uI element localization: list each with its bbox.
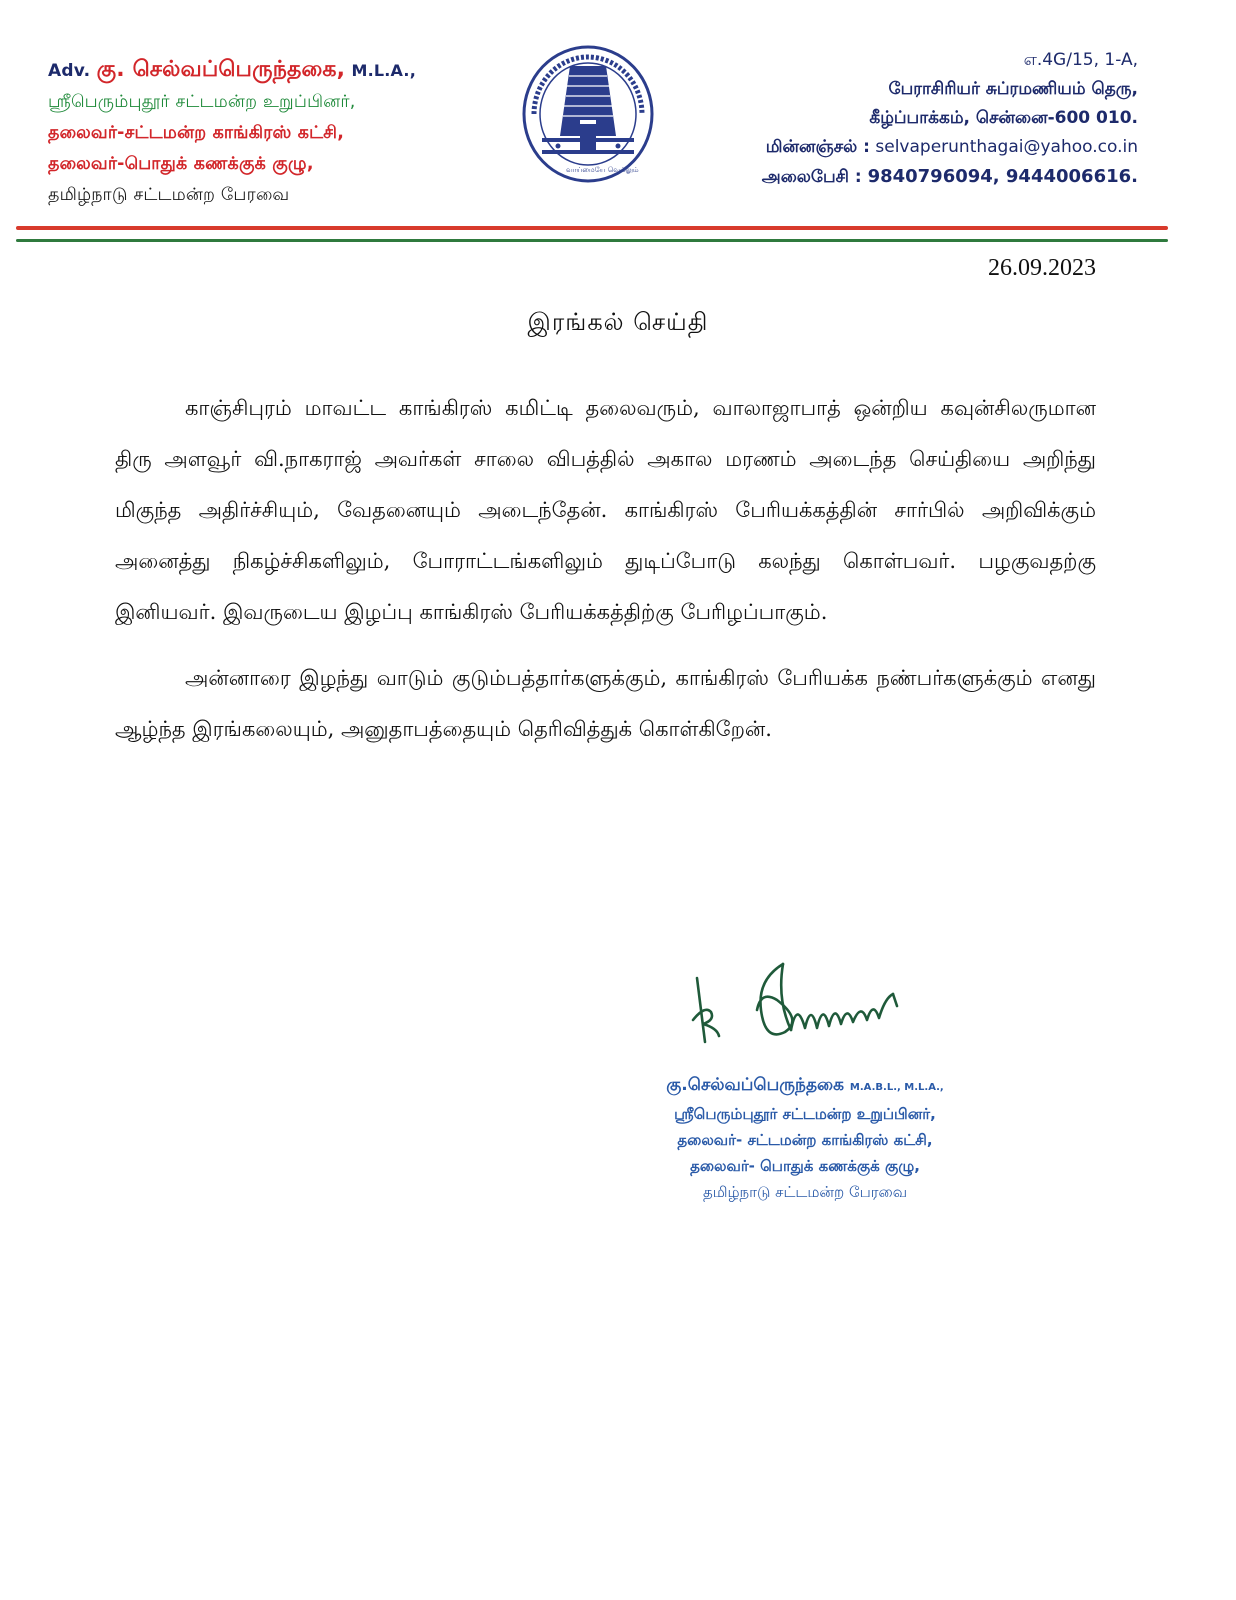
stamp-name-line <box>640 1072 970 1101</box>
letter-title: இரங்கல் செய்தி <box>527 308 709 336</box>
stamp-assembly: தமிழ்நாடு சட்டமன்ற பேரவை <box>702 1183 908 1201</box>
stamp-constituency: ஸ்ரீபெரும்புதூர் சட்டமன்ற உறுப்பினர், <box>674 1105 936 1123</box>
letterhead-divider-red <box>16 226 1168 230</box>
letterhead-divider-green <box>16 239 1168 242</box>
body-paragraph-1: காஞ்சிபுரம் மாவட்ட காங்கிரஸ் கமிட்டி தலைவரும், வாலாஜாபாத் ஒன்றிய கவுன்சிலருமான திரு அளவூர் வி.நாகராஜ் அவர்கள் சாலை விபத்தில் அகால மரணம் அடைந்த செய்தியை அறிந்து மிகுந்த அதிர்ச்சியும், வேதனையும் அடைந்தேன். காங்கிரஸ் பேரியக்கத்தின் சார்பில் அறிவிக்கும் அனைத்து நிகழ்ச்சிகளிலும், போராட்டங்களிலும் துடிப்போடு கலந்து கொள்பவர். பழகுவதற்கு இனியவர். இவருடைய இழப்பு காங்கிரஸ் பேரியக்கத்திற்கு பேரிழப்பாகும். <box>115 396 1096 624</box>
sender-title-suffix: M.L.A., <box>351 61 416 80</box>
stamp-name: கு.செல்வப்பெருந்தகை <box>666 1075 844 1095</box>
sender-assembly: தமிழ்நாடு சட்டமன்ற பேரவை <box>48 185 290 205</box>
address-line-3: கீழ்ப்பாக்கம், சென்னை-600 010. <box>869 108 1138 128</box>
email-line <box>762 133 1138 162</box>
phone-numbers: 9840796094, 9444006616. <box>867 166 1138 187</box>
signature-stamp <box>640 1072 970 1205</box>
phone-line <box>762 162 1138 192</box>
body-paragraph-2: அன்னாரை இழந்து வாடும் குடும்பத்தார்களுக்கும், காங்கிரஸ் பேரியக்க நண்பர்களுக்கும் எனது ஆழ்ந்த இரங்கலையும், அனுதாபத்தையும் தெரிவித்துக் கொள்கிறேன். <box>115 666 1096 741</box>
stamp-degrees: M.A.B.L., M.L.A., <box>849 1082 944 1093</box>
letterhead-sender-block <box>48 54 518 211</box>
signature-block <box>640 950 970 1220</box>
sender-name-line <box>48 54 518 87</box>
sender-constituency: ஸ்ரீபெரும்புதூர் சட்டமன்ற உறுப்பினர், <box>48 92 356 112</box>
stamp-role-2: தலைவர்- பொதுக் கணக்குக் குழு, <box>690 1157 920 1175</box>
sender-role-1: தலைவர்-சட்டமன்ற காங்கிரஸ் கட்சி, <box>48 123 345 143</box>
svg-text:வாய்மையே வெல்லும்: வாய்மையே வெல்லும் <box>566 166 639 174</box>
tamil-nadu-assembly-emblem-icon <box>520 44 656 184</box>
stamp-role-1: தலைவர்- சட்டமன்ற காங்கிரஸ் கட்சி, <box>677 1131 933 1149</box>
sender-role-2: தலைவர்-பொதுக் கணக்குக் குழு, <box>48 154 314 174</box>
phone-label: அலைபேசி : <box>761 167 862 187</box>
address-line-2: பேராசிரியர் சுப்ரமணியம் தெரு, <box>888 79 1138 99</box>
sender-prefix: Adv. <box>48 61 91 81</box>
email-label: மின்னஞ்சல் : <box>765 137 870 157</box>
email-link[interactable]: selvaperunthagai@yahoo.co.in <box>875 137 1138 157</box>
sender-name: கு. செல்வப்பெருந்தகை, <box>96 57 346 82</box>
letter-date: 26.09.2023 <box>988 255 1096 281</box>
address-line-1: எ.4G/15, 1-A, <box>1023 50 1138 70</box>
letter-body <box>115 383 1096 755</box>
letterhead-address-block <box>762 46 1138 192</box>
handwritten-signature-icon <box>665 950 925 1050</box>
